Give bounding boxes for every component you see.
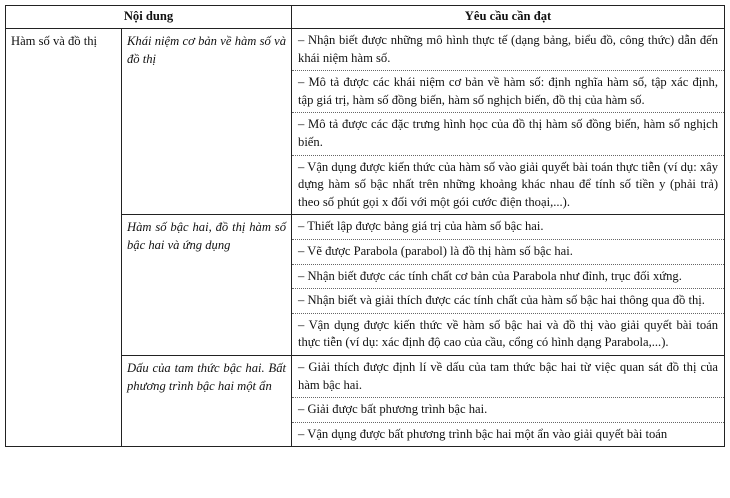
list-item: – Nhận biết và giải thích được các tính chất của hàm số bậc hai thông qua đồ thị.: [292, 289, 724, 314]
list-item: – Nhận biết được những mô hình thực tế (dạng bảng, biểu đồ, công thức) dẫn đến khái niệm hàm số.: [292, 29, 724, 71]
list-item: – Vận dụng được bất phương trình bậc hai một ẩn vào giải quyết bài toán: [298, 426, 668, 441]
list-item: – Vận dụng được kiến thức của hàm số vào giải quyết bài toán thực tiễn (ví dụ: xây dựng hàm số bậc nhất trên những khoảng khác nhau để tính số tiền y (phải trả) theo số phút gọi x đối với một gói cước điện thoại,...).: [298, 159, 719, 209]
subtopic-cell: Dấu của tam thức bậc hai. Bất phương trình bậc hai một ẩn: [122, 355, 292, 446]
topic-cell: Hàm số và đồ thị: [6, 29, 122, 447]
requirements-cell: [292, 29, 725, 215]
list-item: – Nhận biết được các tính chất cơ bản của Parabola như đỉnh, trục đối xứng.: [292, 265, 724, 290]
list-item: – Giải thích được định lí về dấu của tam thức bậc hai từ việc quan sát đồ thị của hàm bậc hai.: [292, 356, 724, 398]
list-item: – Mô tả được các đặc trưng hình học của đồ thị hàm số đồng biến, hàm số nghịch biến.: [292, 113, 724, 155]
requirements-cell: [292, 355, 725, 446]
list-item: – Mô tả được các khái niệm cơ bản về hàm số: định nghĩa hàm số, tập xác định, tập giá trị, hàm số đồng biến, hàm số nghịch biến, đồ thị của hàm số.: [292, 71, 724, 113]
list-item: – Giải được bất phương trình bậc hai.: [292, 398, 724, 423]
header-row: [6, 6, 725, 29]
subtopic-cell: Hàm số bậc hai, đồ thị hàm số bậc hai và ứng dụng: [122, 215, 292, 356]
header-requirements: Yêu cầu cần đạt: [292, 6, 725, 29]
list-item: – Vẽ được Parabola (parabol) là đồ thị hàm số bậc hai.: [292, 240, 724, 265]
list-item: – Vận dụng được kiến thức về hàm số bậc hai và đồ thị vào giải quyết bài toán thực tiễn (ví dụ: xác định độ cao của cầu, cổng có hình dạng Parabola,...).: [298, 317, 719, 350]
header-content: Nội dung: [6, 6, 292, 29]
subtopic-cell: Khái niệm cơ bản về hàm số và đồ thị: [122, 29, 292, 215]
list-item: – Thiết lập được bảng giá trị của hàm số bậc hai.: [292, 215, 724, 240]
curriculum-table: [5, 5, 725, 447]
requirements-cell: [292, 215, 725, 356]
table-row: [6, 29, 725, 215]
